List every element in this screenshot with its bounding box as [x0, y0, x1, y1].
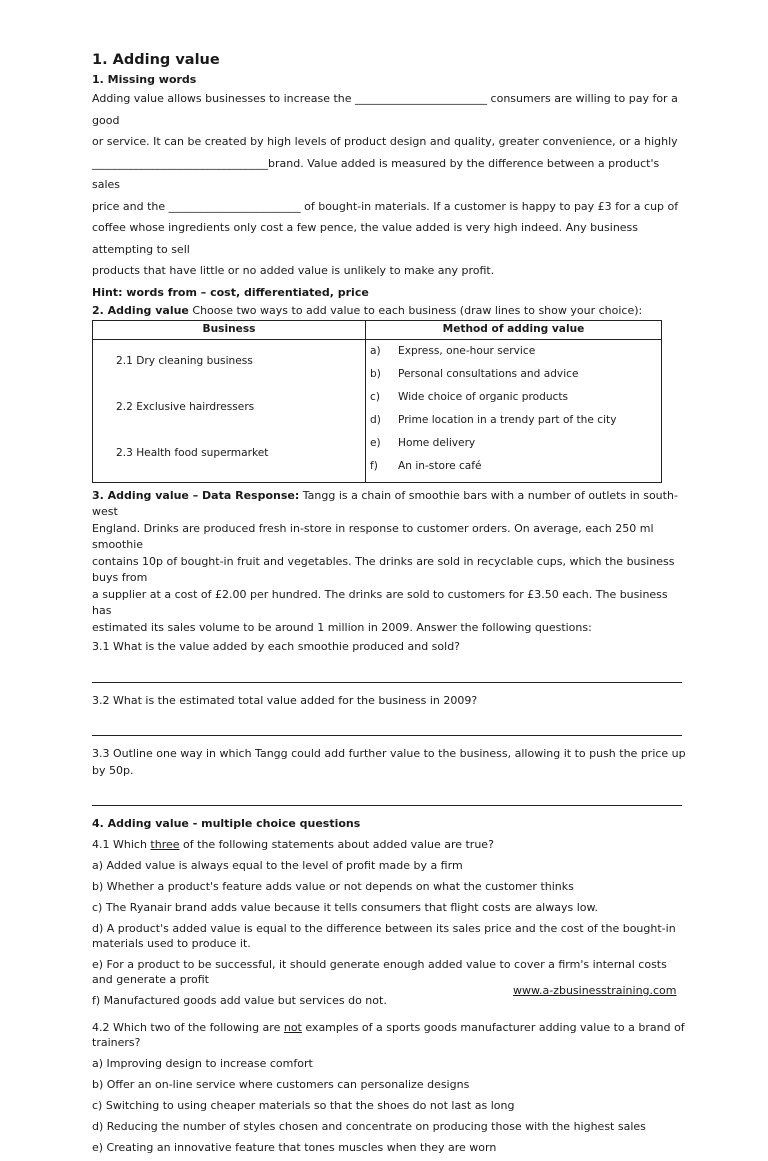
answer-option[interactable]: c) The Ryanair brand adds value because it tells consumers that flight costs are always low. [92, 901, 598, 914]
data-response-section [92, 488, 688, 807]
data-response-line: a supplier at a cost of £2.00 per hundred. The drinks are sold to customers for £3.50 each. The business has [92, 587, 668, 617]
method-option[interactable]: c) Wide choice of organic products [370, 390, 569, 403]
question-3-2: 3.2 What is the estimated total value added for the business in 2009? [92, 693, 478, 707]
text-line: ________________________________brand. Value added is measured by the difference between a product's sales [92, 156, 660, 191]
answer-line[interactable] [92, 720, 682, 736]
section1-heading: 1. Missing words [92, 73, 197, 86]
method-option[interactable]: a) Express, one-hour service [370, 344, 536, 357]
answer-option[interactable]: c) Switching to using cheaper materials so that the shoes do not last as long [92, 1099, 515, 1112]
business-item[interactable]: 2.3 Health food supermarket [116, 446, 269, 459]
answer-option[interactable]: d) A product's added value is equal to the difference between its sales price and the cost of the bought-in materials used to produce it. [92, 922, 676, 950]
column-header-business: Business [93, 320, 366, 339]
column-header-method: Method of adding value [366, 320, 662, 339]
text-line: or service. It can be created by high levels of product design and quality, greater convenience, or a highly [92, 135, 678, 148]
hint-text: Hint: words from – cost, differentiated, price [92, 285, 369, 299]
answer-option[interactable]: e) For a product to be successful, it should generate enough added value to cover a firm's internal costs and generate a profit [92, 958, 667, 986]
text-line: coffee whose ingredients only cost a few pence, the value added is very high indeed. Any business attempting to sell [92, 221, 639, 256]
answer-option[interactable]: a) Improving design to increase comfort [92, 1057, 313, 1070]
data-response-line: 3. Adding value – Data Response: Tangg is a chain of smoothie bars with a number of outlets in south-west [92, 488, 678, 518]
section4-heading: 4. Adding value - multiple choice questions [92, 817, 361, 830]
text-line: products that have little or no added value is unlikely to make any profit. [92, 264, 495, 277]
answer-line[interactable] [92, 667, 682, 683]
text-line: Adding value allows businesses to increase the ________________________ consumers are willing to pay for a good [92, 92, 678, 127]
question-4-1: 4.1 Which three of the following statements about added value are true? [92, 838, 494, 851]
page-title: 1. Adding value [92, 52, 220, 68]
method-option[interactable]: e) Home delivery [370, 436, 476, 449]
answer-option[interactable]: b) Offer an on-line service where customers can personalize designs [92, 1078, 470, 1091]
data-response-line: estimated its sales volume to be around 1 million in 2009. Answer the following questions: [92, 620, 592, 634]
method-option[interactable]: b) Personal consultations and advice [370, 367, 579, 380]
section2-intro [92, 303, 688, 318]
question-4-2: 4.2 Which two of the following are not examples of a sports goods manufacturer adding value to a brand of trainers? [92, 1021, 685, 1049]
answer-option[interactable]: a) Added value is always equal to the level of profit made by a firm [92, 859, 463, 872]
answer-option[interactable]: d) Reducing the number of styles chosen and concentrate on producing those with the highest sales [92, 1120, 646, 1133]
answer-option[interactable]: f) Manufactured goods add value but services do not. [92, 994, 387, 1007]
question-3-1: 3.1 What is the value added by each smoothie produced and sold? [92, 640, 461, 653]
text-line: price and the ________________________ of bought-in materials. If a customer is happy to pay £3 for a cup of [92, 199, 679, 213]
answer-line[interactable] [92, 790, 682, 806]
answer-option[interactable]: b) Whether a product's feature adds value or not depends on what the customer thinks [92, 880, 574, 893]
footer-link[interactable]: www.a-zbusinesstraining.com [513, 984, 677, 997]
data-response-line: England. Drinks are produced fresh in-store in response to customer orders. On average, each 250 ml smoothie [92, 521, 654, 551]
missing-words-paragraph [92, 88, 688, 282]
answer-option[interactable]: e) Creating an innovative feature that tones muscles when they are worn [92, 1141, 497, 1154]
business-item[interactable]: 2.2 Exclusive hairdressers [116, 400, 255, 413]
method-option[interactable]: d) Prime location in a trendy part of the city [370, 413, 617, 426]
matching-table [92, 320, 662, 483]
question-3-3: 3.3 Outline one way in which Tangg could add further value to the business, allowing it to push the price up by 50p. [92, 747, 686, 777]
section2-instruction: Choose two ways to add value to each business (draw lines to show your choice): [188, 303, 643, 317]
section3-heading: 3. Adding value – Data Response: [92, 488, 300, 502]
method-cell [366, 339, 662, 482]
data-response-line: contains 10p of bought-in fruit and vegetables. The drinks are sold in recyclable cups, which the business buys from [92, 554, 675, 584]
business-item[interactable]: 2.1 Dry cleaning business [116, 354, 253, 367]
method-option[interactable]: f) An in-store café [370, 459, 482, 472]
section2-heading: 2. Adding value [92, 303, 189, 317]
business-cell [93, 339, 366, 482]
